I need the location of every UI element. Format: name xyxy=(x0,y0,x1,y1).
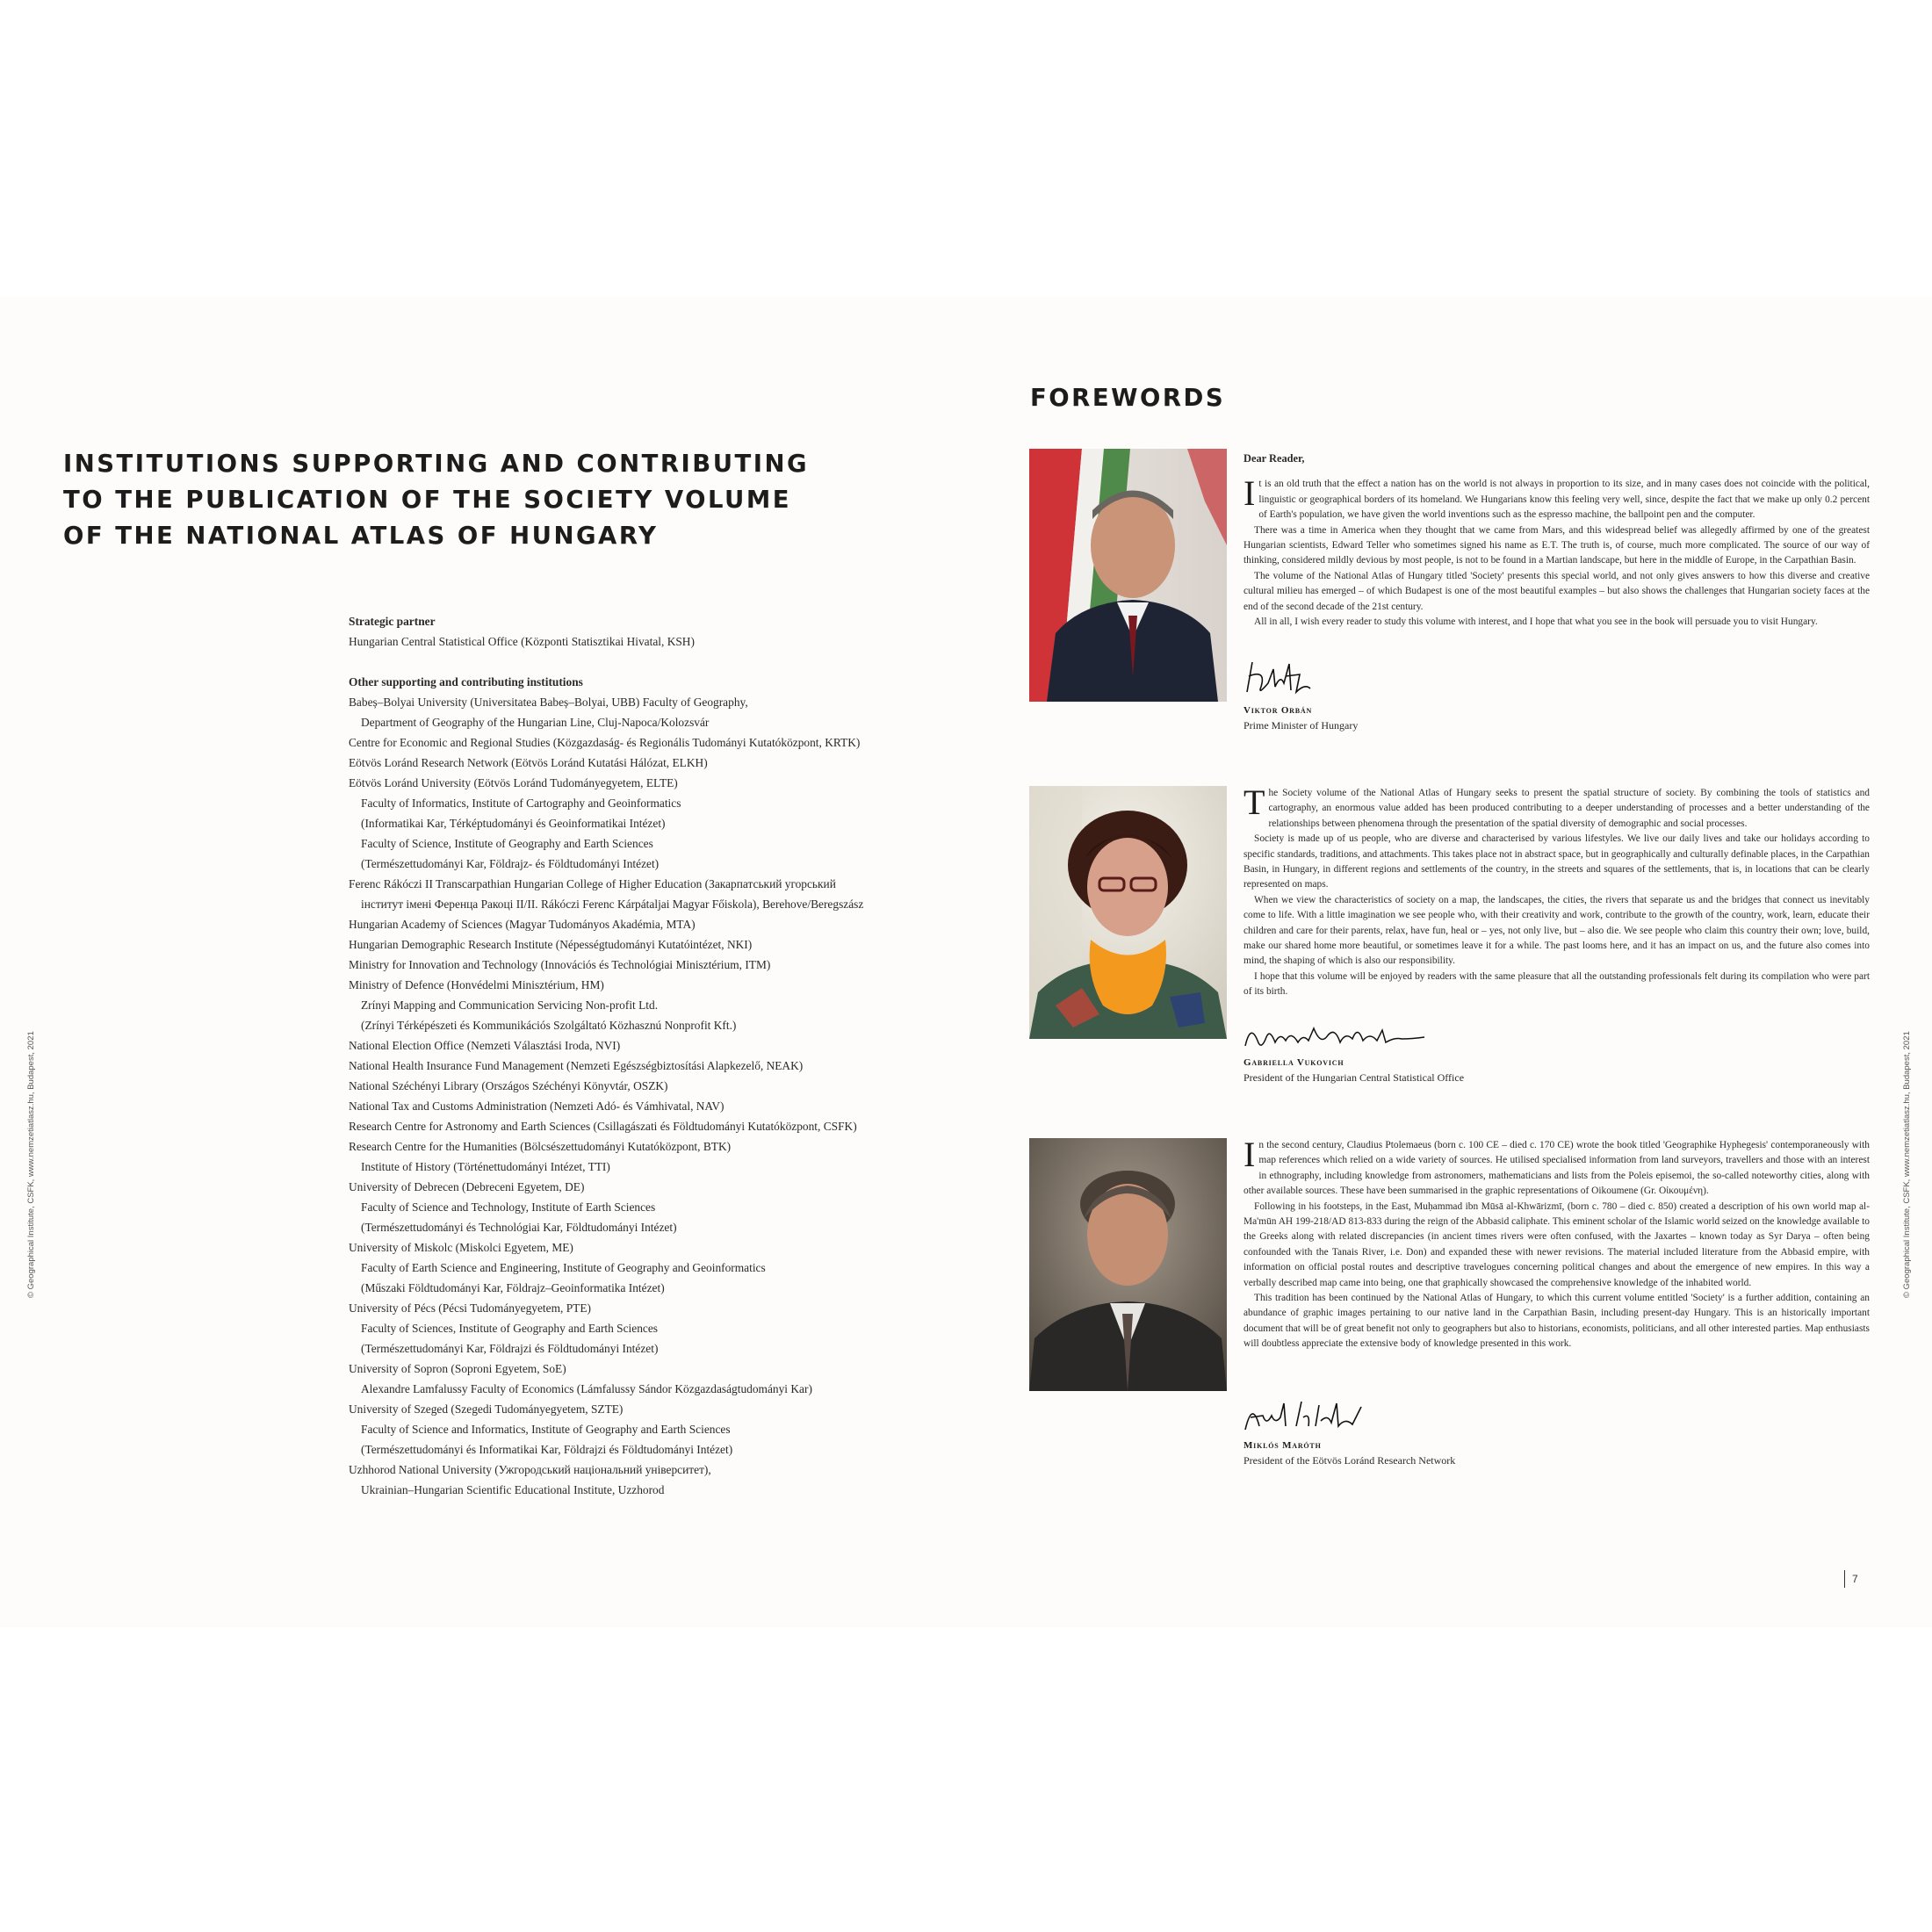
institution-line: (Természettudományi Kar, Földrajzi és Földtudományi Intézet) xyxy=(361,1342,659,1355)
drop-cap: T xyxy=(1244,782,1265,822)
institution-line: Department of Geography of the Hungarian Line, Cluj-Napoca/Kolozsvár xyxy=(361,716,710,729)
institution-line: Eötvös Loránd Research Network (Eötvös Loránd Kutatási Hálózat, ELKH) xyxy=(349,756,708,769)
portrait-image xyxy=(1029,449,1227,702)
copyright-credit: © Geographical Institute, CSFK, www.nemzetiatlasz.hu, Budapest, 2021 xyxy=(1902,1031,1912,1298)
foreword-greeting: Dear Reader, xyxy=(1244,452,1305,465)
foreword-paragraph: he Society volume of the National Atlas of Hungary seeks to present the spatial structure of society. By combining the tools of statistics and cartography, an enormous value added has been produced contributing to a deeper understanding of processes and a better understanding of the relationships between phenomena through the presentation of the spatial diversity of demographic and social processes. xyxy=(1268,788,1870,829)
foreword-paragraph: Following in his footsteps, in the East, Muḥammad ibn Mūsā al-Khwārizmī, (born c. 780 – died c. 850) created a description of his own world map al-Ma'mūn AH 199-218/AD 813-833 during the reign of the Abbasid caliphate. This eminent scholar of the Islamic world seized on the knowledge available to the Greeks along with related discrepancies (in ancient times rivers were often confused, with the Jaxartes – known today as Syr Darya – often being confounded with the Tanais River, i.e. Don) and expanded these with newer revisions. The material included literature from the Abbasid empire, with information on official postal routes and descriptive travelogues concerning political changes and about the emergence of new empires. In this way a verbally described map came into being, one that graphically showcased the comprehensive knowledge of the inhabited world. xyxy=(1244,1200,1870,1288)
institution-line: Hungarian Academy of Sciences (Magyar Tudományos Akadémia, MTA) xyxy=(349,918,696,931)
institution-line: Faculty of Science and Informatics, Institute of Geography and Earth Sciences xyxy=(361,1423,731,1436)
foreword-text-2 xyxy=(1244,782,1870,1000)
foreword-paragraph: t is an old truth that the effect a nation has on the world is not always in proportion to its size, and in many cases does not coincide with the political, linguistic or geographical borders of its homeland. We Hungarians know this feeling very well, since, despite the fact that we make up only 0.2 percent of Earth's population, we have given the world inventions such as the espresso machine, the ballpoint pen and the computer. xyxy=(1258,479,1870,521)
institution-line: Babeș–Bolyai University (Universitatea Babeș–Bolyai, UBB) Faculty of Geography, xyxy=(349,696,748,709)
foreword-paragraph: All in all, I wish every reader to study this volume with interest, and I hope that what you see in the book will persuade you to visit Hungary. xyxy=(1254,616,1818,628)
institution-line: Faculty of Science, Institute of Geography and Earth Sciences xyxy=(361,837,653,850)
institution-line: Ukrainian–Hungarian Scientific Educational Institute, Uzzhorod xyxy=(361,1483,665,1496)
foreword-paragraph: I hope that this volume will be enjoyed by readers with the same pleasure that all the outstanding professionals felt during its compilation who were part of its birth. xyxy=(1244,970,1870,998)
other-institutions xyxy=(349,692,963,1500)
strategic-partner-heading: Strategic partner xyxy=(349,615,436,628)
portrait-photo-1 xyxy=(1029,449,1227,702)
page-number: 7 xyxy=(1844,1570,1858,1588)
signatory-name: Viktor Orbán xyxy=(1244,705,1313,716)
portrait-image xyxy=(1029,786,1227,1039)
atlas-spread xyxy=(0,297,1932,1627)
institution-line: Uzhhorod National University (Ужгородський національний університет), xyxy=(349,1463,711,1476)
institution-line: Alexandre Lamfalussy Faculty of Economics (Lámfalussy Sándor Közgazdaságtudományi Kar) xyxy=(361,1382,812,1395)
institution-line: Hungarian Demographic Research Institute (Népességtudományi Kutatóintézet, NKI) xyxy=(349,938,753,951)
institution-line: Institute of History (Történettudományi Intézet, TTI) xyxy=(361,1160,610,1173)
institution-line: Centre for Economic and Regional Studies (Közgazdaság- és Regionális Tudományi Kutatóközpont, KRTK) xyxy=(349,736,861,749)
signatory-role: Prime Minister of Hungary xyxy=(1244,719,1359,732)
foreword-paragraph: This tradition has been continued by the National Atlas of Hungary, to which this current volume entitled 'Society' is a further addition, containing an abundance of graphic images pertaining to our native land in the Carpathian Basin, including present-day Hungary. This is an historically important document that will be of great benefit not only to geographers but also to historians, economists, politicians, and all other interested parties. Map enthusiasts will doubtless appreciate the extensive body of knowledge presented in this work. xyxy=(1244,1293,1870,1350)
signatory-name: Gabriella Vukovich xyxy=(1244,1057,1344,1068)
foreword-paragraph: n the second century, Claudius Ptolemaeus (born c. 100 CE – died c. 170 CE) wrote the book titled 'Geographike Hyphegesis' contemporaneously with map references which relied on a wide variety of sources. He utilised specialised information from land surveyors, travellers and those with an interest in ethnography, including knowledge from astronomers, mathematicians and lists from the Poleis episemoi, the so-called noteworthy cities, along with other available sources. These have been summarised in the graphic representations of Oikoumene (Gr. Οἰκουμένη). xyxy=(1244,1140,1870,1197)
institution-line: University of Miskolc (Miskolci Egyetem, ME) xyxy=(349,1241,573,1254)
left-page xyxy=(0,297,966,1627)
foreword-text-1 xyxy=(1244,451,1870,630)
institution-line: Faculty of Sciences, Institute of Geography and Earth Sciences xyxy=(361,1322,659,1335)
institution-line: Ministry of Defence (Honvédelmi Minisztérium, HM) xyxy=(349,978,604,991)
institution-line: (Természettudományi és Technológiai Kar, Földtudományi Intézet) xyxy=(361,1221,677,1234)
institution-line: Ministry for Innovation and Technology (Innovációs és Technológiai Minisztérium, ITM) xyxy=(349,958,771,971)
foreword-paragraph: When we view the characteristics of society on a map, the landscapes, the cities, the rivers that separate us and the bridges that connect us inevitably come to life. With a little imagination we see people who, with their creativity and work, contribute to the growth of the country, work, learn, educate their children and care for their parents, relax, have fun, heal or – yes, not only live, but – also die. We see people who claim this country their own; love, build, make our shared home more beautiful, or sometimes leave it for a while. The past looms here, and it has an impact on us, and the future also comes into mind, the shaping of which is also our responsibility. xyxy=(1244,894,1870,967)
institution-line: University of Szeged (Szegedi Tudományegyetem, SZTE) xyxy=(349,1402,624,1416)
institution-line: Research Centre for Astronomy and Earth Sciences (Csillagászati és Földtudományi Kutatóközpont, CSFK) xyxy=(349,1120,857,1133)
institutions-title xyxy=(63,446,810,554)
right-page xyxy=(966,297,1932,1627)
institution-line: University of Debrecen (Debreceni Egyetem, DE) xyxy=(349,1180,585,1193)
institutions-list xyxy=(349,611,963,1500)
title-line: OF THE NATIONAL ATLAS OF HUNGARY xyxy=(63,522,659,550)
institution-line: (Műszaki Földtudományi Kar, Földrajz–Geoinformatika Intézet) xyxy=(361,1281,665,1294)
institution-line: Faculty of Science and Technology, Institute of Earth Sciences xyxy=(361,1200,656,1214)
title-line: INSTITUTIONS SUPPORTING AND CONTRIBUTING xyxy=(63,450,810,478)
portrait-photo-2 xyxy=(1029,786,1227,1039)
institution-line: University of Pécs (Pécsi Tudományegyetem, PTE) xyxy=(349,1301,591,1315)
institution-line: (Természettudományi Kar, Földrajz- és Földtudományi Intézet) xyxy=(361,857,660,870)
signature-3 xyxy=(1240,1395,1381,1438)
foreword-paragraph: There was a time in America when they thought that we came from Mars, and this widespread belief was allegedly affirmed by one of the greatest Hungarian scientists, Edward Teller who sometimes signed his name as E.T. The truth is, of course, much more complicated. The source of our way of thinking, considered mildly devious by most people, is not to be found in a Martian landscape, but here in the middle of Europe, in the Carpathian Basin. xyxy=(1244,524,1870,566)
institution-line: National Election Office (Nemzeti Választási Iroda, NVI) xyxy=(349,1039,621,1052)
institution-line: National Széchényi Library (Országos Széchényi Könyvtár, OSZK) xyxy=(349,1079,668,1092)
institution-line: Research Centre for the Humanities (Bölcsészettudományi Kutatóközpont, BTK) xyxy=(349,1140,732,1153)
institution-line: Faculty of Earth Science and Engineering, Institute of Geography and Geoinformatics xyxy=(361,1261,766,1274)
forewords-title: FOREWORDS xyxy=(1030,384,1226,412)
institution-line: (Informatikai Kar, Térképtudományi és Geoinformatikai Intézet) xyxy=(361,817,666,830)
drop-cap: I xyxy=(1244,473,1256,514)
institution-line: Zrínyi Mapping and Communication Servicing Non-profit Ltd. xyxy=(361,998,659,1012)
institution-line: Ferenc Rákóczi II Transcarpathian Hungarian College of Higher Education (Закарпатський угорський xyxy=(349,877,836,890)
signatory-name: Miklós Maróth xyxy=(1244,1440,1322,1451)
other-institutions-heading: Other supporting and contributing institutions xyxy=(349,675,583,688)
foreword-paragraph: The volume of the National Atlas of Hungary titled 'Society' presents this special world, and not only gives answers to how this diverse and creative cultural milieu has emerged – of which Budapest is one of the most beautiful examples – but also shows the challenges that Hungarian society faces at the end of the second decade of the 21st century. xyxy=(1244,570,1870,612)
institution-line: University of Sopron (Soproni Egyetem, SoE) xyxy=(349,1362,566,1375)
title-line: TO THE PUBLICATION OF THE SOCIETY VOLUME xyxy=(63,486,792,514)
signature-2 xyxy=(1240,1020,1433,1055)
institution-line: інститут імені Ференца Ракоці II/II. Rákóczi Ferenc Kárpátaljai Magyar Főiskola), Berehove/Beregszász xyxy=(361,898,864,911)
copyright-credit: © Geographical Institute, CSFK, www.nemzetiatlasz.hu, Budapest, 2021 xyxy=(26,1031,36,1298)
institution-line: National Tax and Customs Administration (Nemzeti Adó- és Vámhivatal, NAV) xyxy=(349,1099,724,1113)
institution-line: National Health Insurance Fund Management (Nemzeti Egészségbiztosítási Alapkezelő, NEAK) xyxy=(349,1059,804,1072)
signatory-role: President of the Hungarian Central Statistical Office xyxy=(1244,1071,1465,1084)
foreword-text-3 xyxy=(1244,1135,1870,1352)
institution-line: (Zrínyi Térképészeti és Kommunikációs Szolgáltató Közhasznú Nonprofit Kft.) xyxy=(361,1019,737,1032)
institution-line: (Természettudományi és Informatikai Kar, Földrajzi és Földtudományi Intézet) xyxy=(361,1443,733,1456)
foreword-paragraph: Society is made up of us people, who are diverse and characterised by various lifestyles. We live our daily lives and take our holidays according to specific standards, traditions, and attachments. This takes place not in abstract space, but in geographically and culturally definable places, in the Carpathian Basin, in Hungary, in different regions and settlements of the country, in the streets and squares of the settlements, that is, in locations that can be clearly represented on maps. xyxy=(1244,833,1870,890)
institution-line: Faculty of Informatics, Institute of Cartography and Geoinformatics xyxy=(361,797,681,810)
portrait-photo-3 xyxy=(1029,1138,1227,1391)
strategic-partner: Hungarian Central Statistical Office (Központi Statisztikai Hivatal, KSH) xyxy=(349,635,695,648)
signatory-role: President of the Eötvös Loránd Research Network xyxy=(1244,1454,1456,1467)
signature-1 xyxy=(1240,657,1319,701)
portrait-image xyxy=(1029,1138,1227,1391)
drop-cap: I xyxy=(1244,1135,1256,1174)
institution-line: Eötvös Loránd University (Eötvös Loránd Tudományegyetem, ELTE) xyxy=(349,776,678,789)
